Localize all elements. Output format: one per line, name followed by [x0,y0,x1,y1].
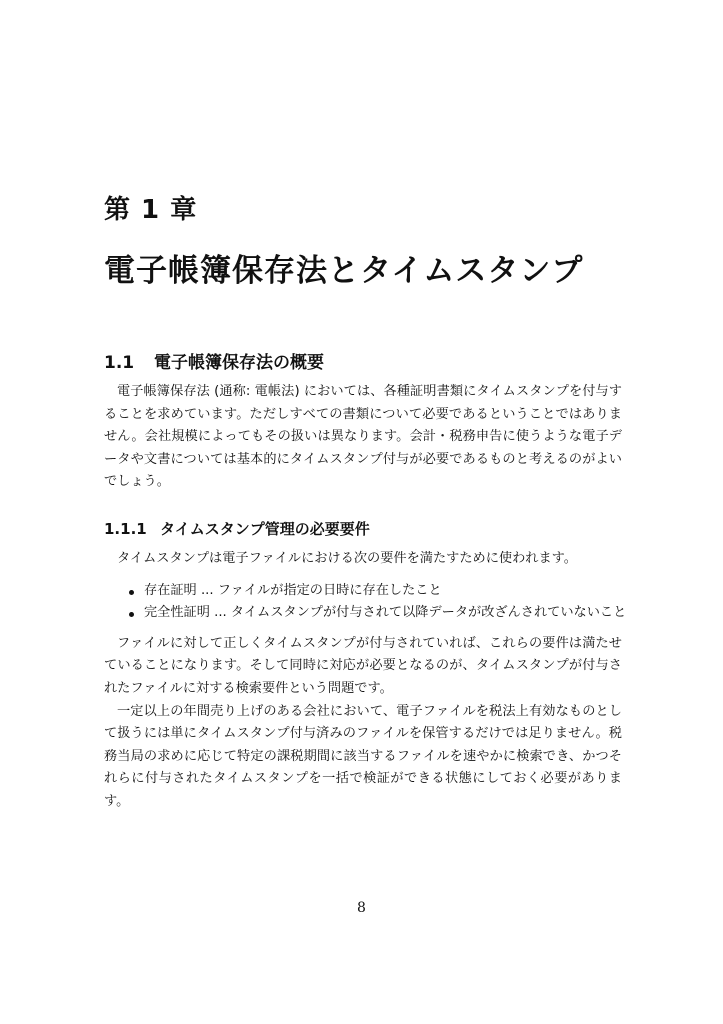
subsection-intro: タイムスタンプは電子ファイルにおける次の要件を満たすために使われます。 [117,550,577,566]
section-heading [104,351,622,375]
chapter-title: 電子帳簿保存法とタイムスタンプ [104,253,584,289]
list-item-text: 存在証明 ... ファイルが指定の日時に存在したこと [144,582,442,598]
subsection-paragraph: ファイルに対して正しくタイムスタンプが付与されていれば、これらの要件は満たせていることになります。そして同時に対応が必要となるのが、タイムスタンプが付与されたファイルに対する検索要件という問題です。 [104,635,622,696]
list-item-text: 完全性証明 ... タイムスタンプが付与されて以降データが改ざんされていないこと [144,605,627,621]
section-paragraph: 電子帳簿保存法 (通称: 電帳法) においては、各種証明書類にタイムスタンプを付与することを求めています。ただしすべての書類について必要であるということではありません。会社規模によってもその扱いは異なります。会計・税務申告に使うような電子データや文書については基本的にタイムスタンプ付与が必要であるものと考えるのがよいでしょう。 [104,384,622,490]
subsection-number: 1.1.1 [104,519,147,538]
subsection-paragraph: 一定以上の年間売り上げのある会社において、電子ファイルを税法上有効なものとして扱うには単にタイムスタンプ付与済みのファイルを保管するだけでは足りません。税務当局の求めに応じて特定の課税期間に該当するファイルを速やかに検索でき、かつそれらに付与されたタイムスタンプを一括で検証ができる状態にしておく必要があります。 [104,703,622,809]
subsection-heading [104,518,622,540]
page-content [104,192,627,814]
section-title: 電子帳簿保存法の概要 [154,353,324,373]
subsection-title: タイムスタンプ管理の必要要件 [160,519,370,538]
page-number: 8 [357,900,366,916]
section-number: 1.1 [104,353,135,373]
list-item [104,602,627,625]
list-item [104,580,622,603]
requirements-list [104,580,627,625]
bullet-icon [129,612,134,617]
bullet-icon [129,590,134,595]
chapter-label: 第 1 章 [104,195,198,225]
